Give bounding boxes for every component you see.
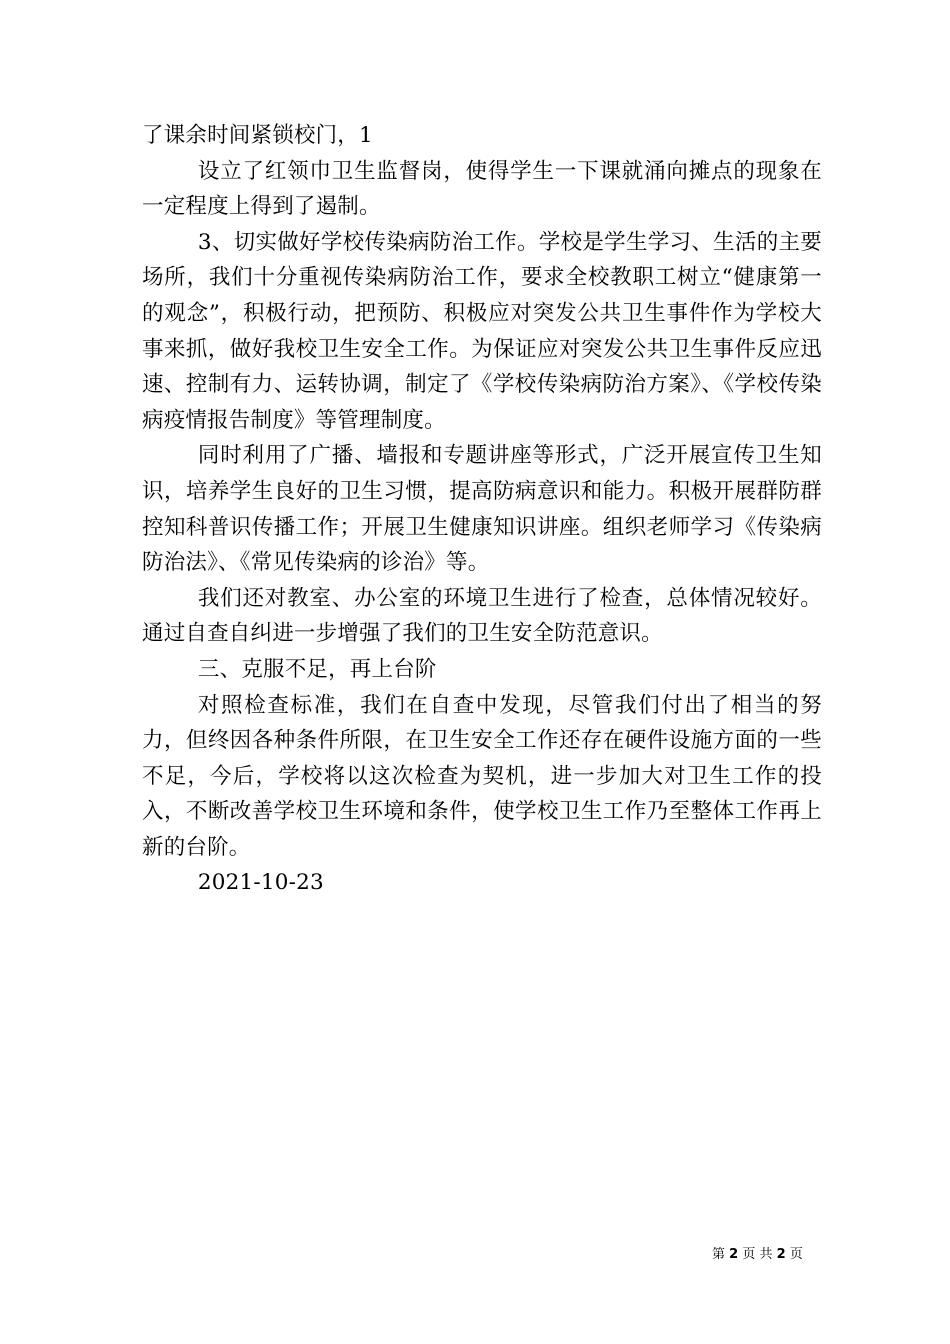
paragraph-continuation: 了课余时间紧锁校门，1 <box>142 123 373 148</box>
document-body <box>142 118 822 901</box>
paragraph-disease-prevention: 3、切实做好学校传染病防治工作。学校是学生学习、生活的主要场所，我们十分重视传染病防治工作，要求全校教职工树立“健康第一的观念”，积极行动，把预防、积极应对突发公共卫生事件作为学校大事来抓，做好我校卫生安全工作。为保证应对突发公共卫生事件反应迅速、控制有力、运转协调，制定了《学校传染病防治方案》、《学校传染病疫情报告制度》等管理制度。 <box>142 229 822 433</box>
footer-current-page: 2 <box>729 1247 739 1262</box>
paragraph-supervision-post: 设立了红领巾卫生监督岗，使得学生一下课就涌向摊点的现象在一定程度上得到了遏制。 <box>142 158 822 220</box>
page-number-footer <box>712 1246 803 1264</box>
footer-middle: 页 共 <box>742 1247 773 1262</box>
footer-prefix: 第 <box>712 1247 726 1262</box>
footer-suffix: 页 <box>789 1247 803 1262</box>
footer-total-pages: 2 <box>776 1247 786 1262</box>
paragraph-health-education: 同时利用了广播、墙报和专题讲座等形式，广泛开展宣传卫生知识，培养学生良好的卫生习惯，提高防病意识和能力。积极开展群防群控知科普识传播工作；开展卫生健康知识讲座。组织老师学习《传染病防治法》、《常见传染病的诊治》等。 <box>142 443 822 576</box>
paragraph-inspection: 我们还对教室、办公室的环境卫生进行了检查，总体情况较好。通过自查自纠进一步增强了我们的卫生安全防范意识。 <box>142 585 822 647</box>
section-heading-overcome-shortcomings: 三、克服不足，再上台阶 <box>197 656 437 682</box>
paragraph-conclusion: 对照检查标准，我们在自查中发现，尽管我们付出了相当的努力，但终因各种条件所限，在卫生安全工作还存在硬件设施方面的一些不足，今后，学校将以这次检查为契机，进一步加大对卫生工作的投入，不断改善学校卫生环境和条件，使学校卫生工作乃至整体工作再上新的台阶。 <box>142 692 822 860</box>
document-date: 2021-10-23 <box>197 870 324 896</box>
